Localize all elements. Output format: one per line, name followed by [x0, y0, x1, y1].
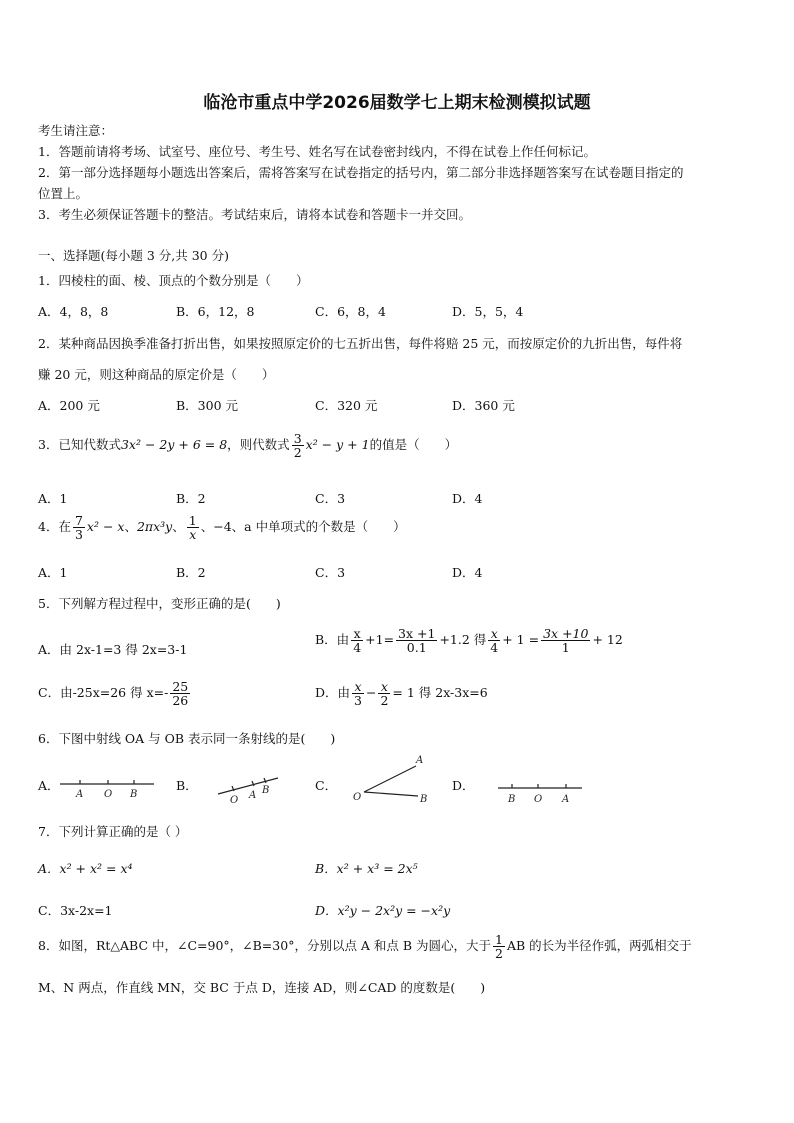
q3-frac-num: 3 — [293, 431, 302, 446]
q5-b-f1-num: x — [351, 627, 363, 641]
q5-b-frac-3 — [488, 627, 500, 654]
q6-label-b: B． — [176, 778, 198, 793]
q4-suffix: 、−4、a 中单项式的个数是（ ） — [200, 519, 406, 535]
q5-b-frac-4 — [541, 627, 590, 654]
q3-option-d: D．4 — [452, 491, 483, 506]
q7-option-c: C．3x-2x=1 — [38, 903, 113, 918]
q5-b-mid1: +1= — [365, 632, 395, 648]
fig-a-label: A — [76, 789, 84, 800]
q2-stem-line2: 赚 20 元，则这种商品的原定价是（ ） — [38, 367, 275, 382]
notice-item-2: 2．第一部分选择题每小题选出答案后，需将答案写在试卷指定的括号内，第二部分非选择题答案写在试卷题目指定的 — [38, 165, 684, 180]
q5-c-f-den: 26 — [172, 693, 189, 709]
q5-b-f3-den: 4 — [490, 640, 499, 656]
fig-c-label: B — [420, 794, 428, 805]
q4-frac1-den: 3 — [74, 527, 83, 543]
q4-frac2-den: x — [189, 527, 197, 543]
fig-c-ray-ob — [364, 792, 418, 796]
q4-term1: x² − x — [86, 519, 125, 535]
q1-option-d: D．5，5，4 — [452, 304, 524, 319]
section-heading: 一、选择题(每小题 3 分,共 30 分) — [38, 248, 229, 263]
q6-label-a: A． — [38, 778, 60, 793]
q3-option-a: A．1 — [38, 491, 68, 506]
q5-option-d — [315, 680, 488, 707]
fig-a-label: O — [104, 789, 113, 800]
q6-label-c: C． — [315, 778, 338, 793]
q5-d-f2-num: x — [378, 680, 390, 694]
fig-d-label: A — [562, 794, 570, 805]
q7-stem: 7．下列计算正确的是（ ） — [38, 824, 188, 839]
q5-option-a: A．由 2x-1=3 得 2x=3-1 — [38, 642, 188, 657]
q3-expr2: x² − y + 1 — [305, 437, 370, 453]
notice-item-3: 3．考生必须保证答题卡的整洁。考试结束后，请将本试卷和答题卡一并交回。 — [38, 207, 471, 222]
q8-suffix: AB 的长为半径作弧，两弧相交于 — [507, 938, 692, 954]
q4-option-c: C．3 — [315, 565, 346, 580]
q5-b-f2-den: 0.1 — [406, 640, 427, 656]
q7-option-d: D．x²y − 2x²y = −x²y — [315, 903, 451, 918]
q3-frac-den: 2 — [293, 445, 302, 461]
q5-d-frac-2 — [378, 680, 390, 707]
q5-c-frac — [170, 680, 190, 707]
q4-sep2: 、 — [172, 519, 185, 535]
q5-b-f2-num: 3x +1 — [398, 626, 436, 641]
q5-b-f1-den: 4 — [353, 640, 362, 656]
q8-prefix: 8．如图，Rt△ABC 中，∠C=90°，∠B=30°，分别以点 A 和点 B 为圆心，大于 — [38, 938, 492, 954]
q3-expr1: 3x² − 2y + 6 = 8 — [120, 437, 228, 453]
q6-figure-a — [58, 770, 158, 802]
q5-option-c — [38, 680, 192, 707]
fig-d-label: B — [508, 794, 516, 805]
fig-d-label: O — [534, 794, 543, 805]
q2-option-a: A．200 元 — [38, 398, 100, 413]
q4-fraction-1 — [73, 514, 85, 541]
q3-middle: ，则代数式 — [227, 437, 290, 453]
notice-item-2-cont: 位置上。 — [38, 186, 89, 201]
q5-d-prefix: D．由 — [315, 685, 351, 701]
q5-b-frac-2 — [396, 627, 437, 654]
q8-stem-line2: M、N 两点，作直线 MN，交 BC 于点 D，连接 AD，则∠CAD 的度数是( ) — [38, 980, 486, 995]
notice-heading: 考生请注意： — [38, 123, 114, 138]
q5-d-f1-den: 3 — [354, 693, 362, 709]
q2-option-d: D．360 元 — [452, 398, 515, 413]
q4-prefix: 4．在 — [38, 519, 71, 535]
q4-term2: 2πx³y — [136, 519, 173, 535]
fig-c-label: O — [353, 792, 362, 803]
q5-b-f4-den: 1 — [561, 640, 570, 656]
q4-sep1: 、 — [124, 519, 137, 535]
q5-stem: 5．下列解方程过程中，变形正确的是( ) — [38, 596, 281, 611]
q6-figure-c — [350, 752, 440, 806]
q6-figure-d — [496, 774, 586, 806]
q8-stem-line1 — [38, 933, 692, 960]
q1-option-c: C．6，8，4 — [315, 304, 386, 319]
fig-b-label: B — [262, 785, 270, 796]
page-title: 临沧市重点中学2026届数学七上期末检测模拟试题 — [203, 93, 591, 113]
fig-b-label: A — [249, 790, 257, 801]
q5-c-f-num: 25 — [172, 679, 189, 694]
q5-b-mid3: + 1 = — [502, 632, 540, 648]
q5-d-f1-num: x — [352, 680, 364, 694]
q7-option-b: B．x² + x³ = 2x⁵ — [315, 861, 418, 876]
q3-option-c: C．3 — [315, 491, 346, 506]
q5-c-prefix: C．由-25x=26 得 x=- — [38, 685, 169, 701]
q3-suffix: 的值是（ ） — [369, 437, 458, 453]
q8-frac-den: 2 — [495, 946, 503, 962]
q2-option-c: C．320 元 — [315, 398, 378, 413]
q5-b-frac-1 — [351, 627, 363, 654]
q5-d-end: = 1 得 2x-3x=6 — [392, 685, 488, 701]
q6-stem: 6．下图中射线 OA 与 OB 表示同一条射线的是( ) — [38, 731, 336, 746]
q5-d-mid: − — [365, 685, 377, 701]
fig-c-label: A — [416, 755, 424, 766]
q5-b-mid2: +1.2 得 — [439, 632, 487, 648]
q5-b-prefix: B．由 — [315, 632, 350, 648]
q3-stem — [38, 432, 457, 459]
q4-fraction-2 — [187, 514, 199, 541]
q5-d-f2-den: 2 — [380, 693, 389, 709]
q6-figure-b — [214, 770, 284, 806]
q3-option-b: B．2 — [176, 491, 206, 506]
q7-option-a: A．x² + x² = x⁴ — [38, 861, 133, 876]
q2-stem-line1: 2．某种商品因换季准备打折出售，如果按照原定价的七五折出售，每件将赔 25 元，而按原定价的九折出售，每件将 — [38, 336, 683, 351]
q4-frac1-num: 7 — [74, 513, 83, 528]
fig-a-label: B — [130, 789, 138, 800]
q4-option-b: B．2 — [176, 565, 206, 580]
q3-fraction — [292, 432, 304, 459]
q1-option-a: A．4，8，8 — [38, 304, 109, 319]
q5-b-f3-num: x — [488, 627, 500, 641]
q6-label-d: D． — [452, 778, 475, 793]
q4-frac2-num: 1 — [188, 513, 197, 528]
q5-d-frac-1 — [352, 680, 364, 707]
q5-b-end: + 12 — [592, 632, 623, 648]
q3-prefix: 3．已知代数式 — [38, 437, 121, 453]
q4-option-a: A．1 — [38, 565, 68, 580]
q1-stem: 1．四棱柱的面、棱、顶点的个数分别是（ ） — [38, 273, 309, 288]
q2-option-b: B．300 元 — [176, 398, 239, 413]
q5-b-f4-num: 3x +10 — [543, 626, 589, 641]
q8-fraction — [493, 933, 505, 960]
q8-frac-num: 1 — [495, 932, 503, 947]
fig-c-ray-oa — [364, 766, 416, 792]
fig-b-label: O — [230, 795, 239, 806]
q1-option-b: B．6，12，8 — [176, 304, 255, 319]
q4-option-d: D．4 — [452, 565, 483, 580]
q4-stem — [38, 514, 406, 541]
notice-item-1: 1．答题前请将考场、试室号、座位号、考生号、姓名写在试卷密封线内，不得在试卷上作任何标记。 — [38, 144, 596, 159]
q5-option-b — [315, 627, 623, 654]
